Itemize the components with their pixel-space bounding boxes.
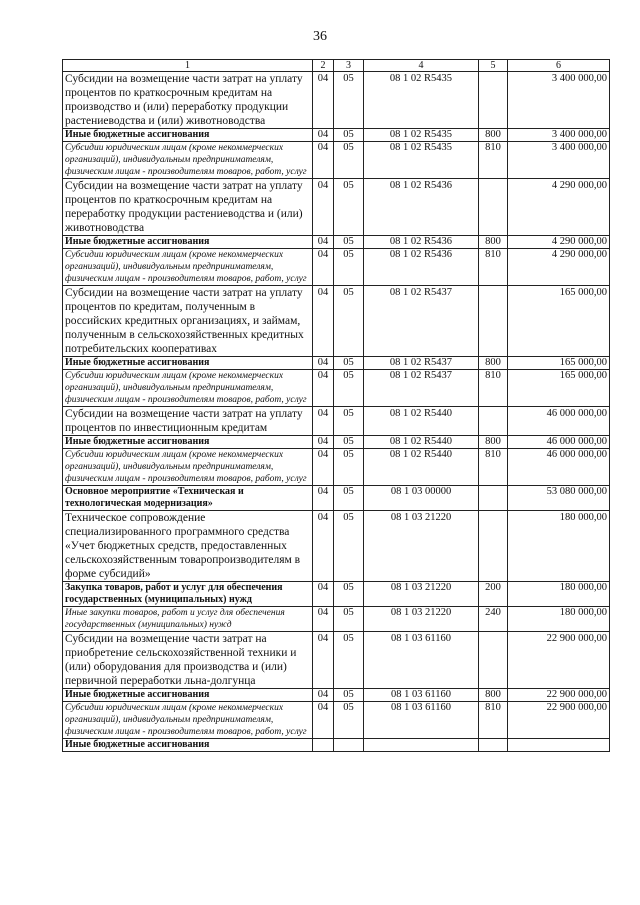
row-pr: 05 xyxy=(334,286,364,357)
header-cell-4: 4 xyxy=(364,60,479,72)
row-name: Иные бюджетные ассигнования xyxy=(63,129,313,142)
row-name: Техническое сопровождение специализированного программного средства «Учет бюджетных средств, предоставленных сельскохозяйственным товаропроизводителям в форме субсидий» xyxy=(63,511,313,582)
header-cell-6: 6 xyxy=(508,60,610,72)
row-name: Иные бюджетные ассигнования xyxy=(63,357,313,370)
row-rz: 04 xyxy=(313,632,334,689)
row-csr: 08 1 03 00000 xyxy=(364,486,479,511)
row-csr: 08 1 02 R5436 xyxy=(364,249,479,286)
row-rz: 04 xyxy=(313,357,334,370)
row-rz: 04 xyxy=(313,72,334,129)
row-name: Иные бюджетные ассигнования xyxy=(63,739,313,752)
row-csr: 08 1 02 R5435 xyxy=(364,129,479,142)
row-csr: 08 1 02 R5435 xyxy=(364,72,479,129)
row-sum: 180 000,00 xyxy=(508,582,610,607)
row-pr: 05 xyxy=(334,486,364,511)
row-vr xyxy=(479,407,508,436)
table-row xyxy=(63,407,610,436)
table-row xyxy=(63,142,610,179)
row-vr xyxy=(479,632,508,689)
row-name: Основное мероприятие «Техническая и технологическая модернизация» xyxy=(63,486,313,511)
row-rz: 04 xyxy=(313,689,334,702)
row-sum: 46 000 000,00 xyxy=(508,407,610,436)
table-row xyxy=(63,607,610,632)
table-row xyxy=(63,739,610,752)
row-vr: 800 xyxy=(479,357,508,370)
row-csr: 08 1 02 R5437 xyxy=(364,370,479,407)
row-name: Субсидии на возмещение части затрат на уплату процентов по инвестиционным кредитам xyxy=(63,407,313,436)
row-vr: 810 xyxy=(479,249,508,286)
row-sum: 46 000 000,00 xyxy=(508,449,610,486)
row-pr: 05 xyxy=(334,357,364,370)
row-csr: 08 1 03 21220 xyxy=(364,511,479,582)
header-cell-5: 5 xyxy=(479,60,508,72)
row-csr: 08 1 03 61160 xyxy=(364,702,479,739)
table-row xyxy=(63,357,610,370)
row-vr xyxy=(479,511,508,582)
row-pr: 05 xyxy=(334,129,364,142)
table-row xyxy=(63,632,610,689)
row-name: Иные бюджетные ассигнования xyxy=(63,236,313,249)
table-row xyxy=(63,511,610,582)
table-row xyxy=(63,486,610,511)
row-vr: 810 xyxy=(479,142,508,179)
row-csr: 08 1 02 R5440 xyxy=(364,436,479,449)
row-sum: 165 000,00 xyxy=(508,357,610,370)
table-row xyxy=(63,449,610,486)
row-vr xyxy=(479,286,508,357)
row-vr xyxy=(479,72,508,129)
row-rz: 04 xyxy=(313,286,334,357)
row-rz: 04 xyxy=(313,236,334,249)
row-pr: 05 xyxy=(334,236,364,249)
row-rz: 04 xyxy=(313,511,334,582)
table-row xyxy=(63,179,610,236)
row-csr xyxy=(364,739,479,752)
header-row xyxy=(63,60,610,72)
header-cell-3: 3 xyxy=(334,60,364,72)
row-name: Субсидии на возмещение части затрат на уплату процентов по кредитам, полученным в российских кредитных организациях, и займам, полученным в сельскохозяйственных кредитных потребительских кооперативах xyxy=(63,286,313,357)
row-sum: 180 000,00 xyxy=(508,607,610,632)
row-sum: 22 900 000,00 xyxy=(508,702,610,739)
row-vr: 810 xyxy=(479,449,508,486)
row-vr: 810 xyxy=(479,702,508,739)
table-row xyxy=(63,286,610,357)
row-pr xyxy=(334,739,364,752)
row-sum: 53 080 000,00 xyxy=(508,486,610,511)
row-csr: 08 1 02 R5436 xyxy=(364,179,479,236)
budget-table xyxy=(62,59,610,752)
row-csr: 08 1 03 21220 xyxy=(364,607,479,632)
row-name: Субсидии на возмещение части затрат на уплату процентов по краткосрочным кредитам на производство и (или) переработку продукции растениеводства и (или) животноводства xyxy=(63,72,313,129)
row-sum: 4 290 000,00 xyxy=(508,236,610,249)
row-rz: 04 xyxy=(313,582,334,607)
row-sum: 180 000,00 xyxy=(508,511,610,582)
table-row xyxy=(63,72,610,129)
row-rz: 04 xyxy=(313,436,334,449)
row-sum: 4 290 000,00 xyxy=(508,249,610,286)
row-pr: 05 xyxy=(334,449,364,486)
row-pr: 05 xyxy=(334,511,364,582)
row-sum: 3 400 000,00 xyxy=(508,129,610,142)
row-name: Иные бюджетные ассигнования xyxy=(63,689,313,702)
header-cell-1: 1 xyxy=(63,60,313,72)
row-name: Иные закупки товаров, работ и услуг для обеспечения государственных (муниципальных) нужд xyxy=(63,607,313,632)
row-vr xyxy=(479,739,508,752)
row-name: Субсидии на возмещение части затрат на приобретение сельскохозяйственной техники и (или) оборудования для производства и (или) первичной переработки льна-долгунца xyxy=(63,632,313,689)
header-cell-2: 2 xyxy=(313,60,334,72)
row-csr: 08 1 02 R5440 xyxy=(364,407,479,436)
table-row xyxy=(63,236,610,249)
table-body xyxy=(63,72,610,752)
row-vr: 200 xyxy=(479,582,508,607)
table-row xyxy=(63,582,610,607)
row-vr xyxy=(479,486,508,511)
row-csr: 08 1 02 R5437 xyxy=(364,357,479,370)
row-rz: 04 xyxy=(313,370,334,407)
row-name: Субсидии юридическим лицам (кроме некоммерческих организаций), индивидуальным предпринимателям, физическим лицам - производителям товаров, работ, услуг xyxy=(63,249,313,286)
row-csr: 08 1 02 R5437 xyxy=(364,286,479,357)
row-sum: 165 000,00 xyxy=(508,286,610,357)
row-name: Субсидии юридическим лицам (кроме некоммерческих организаций), индивидуальным предпринимателям, физическим лицам - производителям товаров, работ, услуг xyxy=(63,370,313,407)
table-row xyxy=(63,370,610,407)
row-pr: 05 xyxy=(334,607,364,632)
row-pr: 05 xyxy=(334,582,364,607)
row-vr xyxy=(479,179,508,236)
table-row xyxy=(63,249,610,286)
row-rz: 04 xyxy=(313,179,334,236)
row-sum: 4 290 000,00 xyxy=(508,179,610,236)
row-vr: 800 xyxy=(479,689,508,702)
row-pr: 05 xyxy=(334,407,364,436)
row-name: Субсидии юридическим лицам (кроме некоммерческих организаций), индивидуальным предпринимателям, физическим лицам - производителям товаров, работ, услуг xyxy=(63,142,313,179)
row-csr: 08 1 03 61160 xyxy=(364,632,479,689)
row-pr: 05 xyxy=(334,72,364,129)
row-rz: 04 xyxy=(313,607,334,632)
row-sum: 3 400 000,00 xyxy=(508,72,610,129)
row-name: Закупка товаров, работ и услуг для обеспечения государственных (муниципальных) нужд xyxy=(63,582,313,607)
row-csr: 08 1 02 R5440 xyxy=(364,449,479,486)
row-pr: 05 xyxy=(334,142,364,179)
row-pr: 05 xyxy=(334,632,364,689)
row-vr: 800 xyxy=(479,236,508,249)
row-vr: 240 xyxy=(479,607,508,632)
row-rz: 04 xyxy=(313,129,334,142)
row-sum: 3 400 000,00 xyxy=(508,142,610,179)
row-sum: 46 000 000,00 xyxy=(508,436,610,449)
row-sum: 22 900 000,00 xyxy=(508,632,610,689)
row-pr: 05 xyxy=(334,370,364,407)
row-sum xyxy=(508,739,610,752)
row-rz: 04 xyxy=(313,249,334,286)
row-csr: 08 1 02 R5436 xyxy=(364,236,479,249)
row-rz: 04 xyxy=(313,449,334,486)
page-number: 36 xyxy=(313,29,327,44)
row-name: Субсидии юридическим лицам (кроме некоммерческих организаций), индивидуальным предпринимателям, физическим лицам - производителям товаров, работ, услуг xyxy=(63,449,313,486)
table-row xyxy=(63,436,610,449)
table-row xyxy=(63,689,610,702)
row-rz: 04 xyxy=(313,142,334,179)
row-rz xyxy=(313,739,334,752)
row-vr: 810 xyxy=(479,370,508,407)
row-name: Субсидии юридическим лицам (кроме некоммерческих организаций), индивидуальным предпринимателям, физическим лицам - производителям товаров, работ, услуг xyxy=(63,702,313,739)
row-vr: 800 xyxy=(479,436,508,449)
row-pr: 05 xyxy=(334,436,364,449)
row-pr: 05 xyxy=(334,702,364,739)
row-rz: 04 xyxy=(313,486,334,511)
row-rz: 04 xyxy=(313,702,334,739)
row-sum: 22 900 000,00 xyxy=(508,689,610,702)
row-pr: 05 xyxy=(334,249,364,286)
row-csr: 08 1 03 61160 xyxy=(364,689,479,702)
row-vr: 800 xyxy=(479,129,508,142)
row-pr: 05 xyxy=(334,689,364,702)
row-pr: 05 xyxy=(334,179,364,236)
row-rz: 04 xyxy=(313,407,334,436)
table-row xyxy=(63,702,610,739)
row-name: Субсидии на возмещение части затрат на уплату процентов по краткосрочным кредитам на переработку продукции растениеводства и (или) животноводства xyxy=(63,179,313,236)
row-name: Иные бюджетные ассигнования xyxy=(63,436,313,449)
row-sum: 165 000,00 xyxy=(508,370,610,407)
table-row xyxy=(63,129,610,142)
row-csr: 08 1 03 21220 xyxy=(364,582,479,607)
row-csr: 08 1 02 R5435 xyxy=(364,142,479,179)
